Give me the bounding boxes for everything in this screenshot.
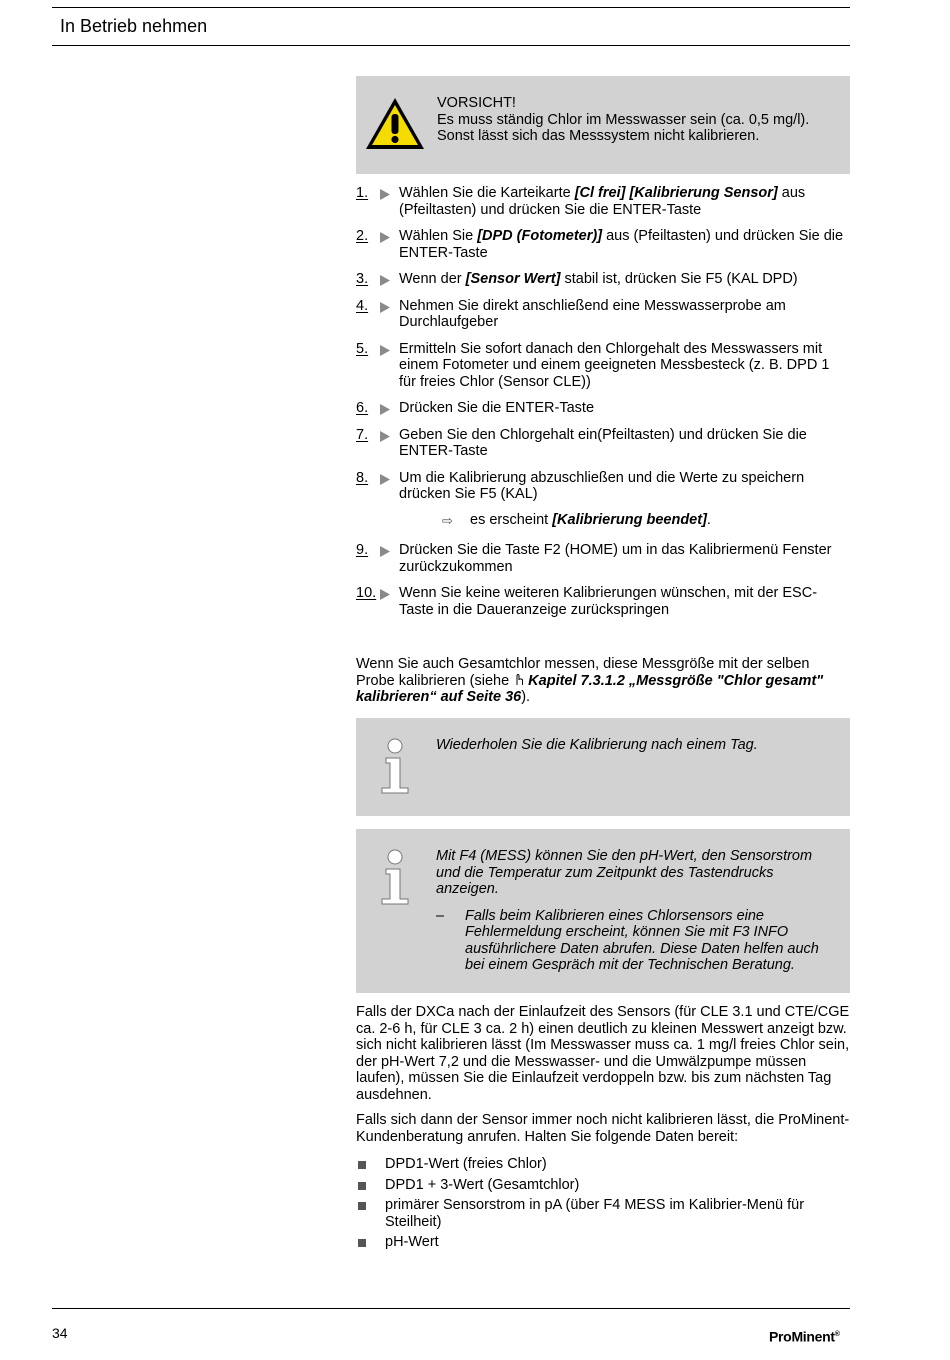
info-text xyxy=(436,848,831,974)
header-rule-top xyxy=(52,7,850,8)
dxca-paragraph: Falls der DXCa nach der Einlaufzeit des Sensors (für CLE 3.1 und CTE/CGE ca. 2-6 h, für CLE 3 ca. 2 h) einen deutlich zu kleinen Messwert anzeigt bzw. sich nicht kalibrieren lässt (Im Messwasser muss ca. 1 mg/l freies Chlor sein, der pH-Wert 7,2 und die Messwasser- und die Umwälzpumpe müssen laufen), müssen Sie die Einlaufzeit verdoppeln bzw. bis zum nächsten Tag ausdehnen. xyxy=(356,1004,850,1103)
registered-mark: ® xyxy=(834,1331,840,1338)
step-text-post: aus (Pfeiltasten) und drücken Sie die ENTER-Taste xyxy=(399,228,844,261)
gesamtchlor-text-post: ). xyxy=(521,689,531,705)
dash-marker: – xyxy=(436,907,445,924)
step-arrow-icon xyxy=(380,474,390,485)
step-number: 10. xyxy=(356,585,377,601)
footer-rule xyxy=(52,1308,850,1309)
bullet-square-icon xyxy=(358,1182,366,1190)
list-item xyxy=(356,1156,850,1173)
step-text: Wählen Sie die Karteikarte xyxy=(399,185,575,201)
step-number: 7. xyxy=(356,426,369,443)
step-item xyxy=(356,427,850,460)
step-number: 1. xyxy=(356,185,369,201)
list-item-text: pH-Wert xyxy=(385,1234,439,1250)
list-item xyxy=(356,1234,850,1251)
brand-name: ProMinent xyxy=(769,1328,835,1345)
step-text: Um die Kalibrierung abzuschließen und die Werte zu speichern drücken Sie F5 (KAL) xyxy=(399,469,805,502)
step-number: 6. xyxy=(356,400,369,416)
step-item xyxy=(356,228,850,261)
step-text: Wählen Sie xyxy=(399,228,478,244)
warning-box xyxy=(356,76,850,174)
step-number: 2. xyxy=(356,228,369,244)
step-text: Ermitteln Sie sofort danach den Chlorgehalt des Messwassers mit einem Fotometer und einem geeigneten Messbesteck (z. B. DPD 1 für freies Chlor (Sensor CLE)) xyxy=(399,340,830,390)
bullet-square-icon xyxy=(358,1161,366,1169)
list-item-text: DPD1 + 3-Wert (Gesamtchlor) xyxy=(385,1176,580,1193)
step-result xyxy=(399,512,850,529)
info-text: Wiederholen Sie die Kalibrierung nach einem Tag. xyxy=(436,737,758,753)
step-emphasis: [Cl frei] [Kalibrierung Sensor] xyxy=(574,185,778,201)
list-item-text: primärer Sensorstrom in pA (über F4 MESS im Kalibrier-Menü für Steilheit) xyxy=(385,1197,805,1230)
step-arrow-icon xyxy=(380,345,390,356)
step-item xyxy=(356,185,850,218)
bullet-square-icon xyxy=(358,1239,366,1247)
step-item xyxy=(356,585,850,618)
step-item xyxy=(356,341,850,391)
step-emphasis: [Sensor Wert] xyxy=(465,271,561,287)
gesamtchlor-paragraph xyxy=(356,656,850,706)
bullet-square-icon xyxy=(358,1202,366,1210)
info-icon xyxy=(378,849,412,909)
list-item-text: DPD1-Wert (freies Chlor) xyxy=(385,1156,547,1172)
step-text: Drücken Sie die ENTER-Taste xyxy=(399,400,595,416)
step-number: 8. xyxy=(356,469,369,486)
step-text-post: stabil ist, drücken Sie F5 (KAL DPD) xyxy=(560,271,798,287)
result-text: es erscheint xyxy=(470,511,553,528)
step-arrow-icon xyxy=(380,546,390,557)
info-box-mess xyxy=(356,829,850,993)
warning-title: VORSICHT! xyxy=(437,95,516,111)
step-item xyxy=(356,470,850,529)
step-arrow-icon xyxy=(380,275,390,286)
step-text: Drücken Sie die Taste F2 (HOME) um in das Kalibriermenü Fenster zurückzukommen xyxy=(399,542,832,575)
page-section-title: In Betrieb nehmen xyxy=(60,16,208,36)
step-arrow-icon xyxy=(380,404,390,415)
calibration-steps xyxy=(356,185,850,618)
info-main-text: Mit F4 (MESS) können Sie den pH-Wert, den Sensorstrom und die Temperatur zum Zeitpunkt des Tastendrucks anzeigen. xyxy=(436,848,813,897)
info-icon xyxy=(378,738,412,798)
main-content xyxy=(356,76,850,1250)
info-sub-item xyxy=(436,908,831,974)
step-arrow-icon xyxy=(380,232,390,243)
step-number: 9. xyxy=(356,542,369,558)
step-text-post: aus (Pfeiltasten) und drücken Sie die ENTER-Taste xyxy=(399,185,806,218)
step-text: Wenn Sie keine weiteren Kalibrierungen wünschen, mit der ESC-Taste in die Daueranzeige zurückspringen xyxy=(399,585,818,618)
step-number: 5. xyxy=(356,340,369,357)
step-item xyxy=(356,400,850,417)
step-item xyxy=(356,271,850,288)
header-rule-bottom xyxy=(52,45,850,46)
data-bullet-list xyxy=(356,1156,850,1255)
brand-logo xyxy=(769,1327,840,1345)
info-sub-text: Falls beim Kalibrieren eines Chlorsensors eine Fehlermeldung erscheint, können Sie mit F3 INFO ausführlichere Daten abrufen. Diese Daten helfen auch bei einem Gespräch mit der Technischen Beratung. xyxy=(465,907,819,973)
warning-triangle-icon xyxy=(364,96,426,151)
step-text: Geben Sie den Chlorgehalt ein(Pfeiltasten) und drücken Sie die ENTER-Taste xyxy=(399,426,807,459)
step-number: 4. xyxy=(356,297,369,314)
info-box-calibration-repeat xyxy=(356,718,850,816)
step-text: Nehmen Sie direkt anschließend eine Messwasserprobe am Durchlaufgeber xyxy=(399,297,786,330)
step-number: 3. xyxy=(356,271,369,287)
result-text-post: . xyxy=(706,511,711,528)
link-hand-icon xyxy=(513,673,525,686)
step-arrow-icon xyxy=(380,431,390,442)
step-item xyxy=(356,298,850,331)
support-paragraph: Falls sich dann der Sensor immer noch nicht kalibrieren lässt, die ProMinent-Kundenberatung anrufen. Halten Sie folgende Daten bereit: xyxy=(356,1112,850,1145)
step-emphasis: [DPD (Fotometer)] xyxy=(477,228,603,244)
warning-line-2: Sonst lässt sich das Messsystem nicht kalibrieren. xyxy=(437,128,760,144)
step-text: Wenn der xyxy=(399,271,466,287)
step-item xyxy=(356,542,850,575)
page-number: 34 xyxy=(52,1325,68,1341)
result-arrow-icon: ⇨ xyxy=(442,512,453,528)
step-arrow-icon xyxy=(380,302,390,313)
list-item xyxy=(356,1197,850,1230)
gesamtchlor-text: Wenn Sie auch Gesamtchlor messen, diese Messgröße mit der selben Probe kalibrieren (siehe xyxy=(356,656,810,689)
chapter-link[interactable]: Kapitel 7.3.1.2 „Messgröße "Chlor gesamt" kalibrieren“ auf Seite 36 xyxy=(356,672,824,705)
step-arrow-icon xyxy=(380,189,390,200)
result-emphasis: [Kalibrierung beendet] xyxy=(552,511,707,528)
step-arrow-icon xyxy=(380,589,390,600)
warning-line-1: Es muss ständig Chlor im Messwasser sein (ca. 0,5 mg/l). xyxy=(437,111,810,128)
warning-text xyxy=(437,95,837,145)
list-item xyxy=(356,1177,850,1194)
